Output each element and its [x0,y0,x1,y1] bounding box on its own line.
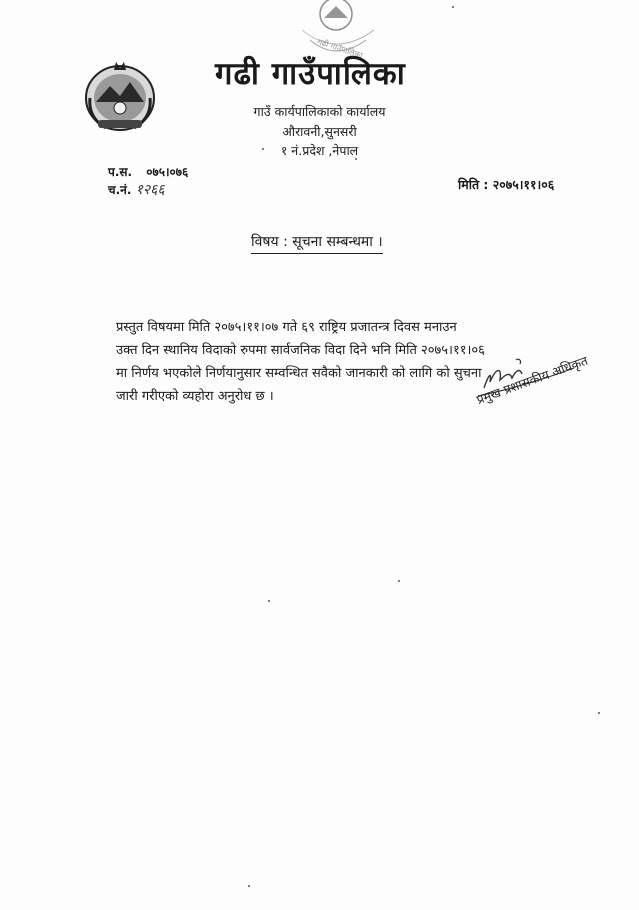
body-line: जारी गरीएको व्यहोरा अनुरोध छ । [116,389,274,404]
scan-speck [262,148,264,150]
scan-speck [598,712,600,714]
reference-cn [108,180,165,199]
office-address: औरावनी,सुनसरी [282,124,357,139]
svg-text:गढी गाउँपालिका: गढी गाउँपालिका [316,37,364,61]
scan-speck [398,580,400,582]
signatory-designation: प्रमुख प्रशासकीय अधिकृत [474,352,590,408]
page-title: गढी गाउँपालिका [215,56,406,92]
scan-speck [248,885,250,887]
cn-label: च.नं. [108,183,132,197]
office-province: १ नं.प्रदेश ,नेपाल [280,143,359,158]
ps-value: ०७५।०७६ [146,165,189,179]
office-name: गाउँ कार्यपालिकाको कार्यालय [253,104,386,119]
cn-value: १२६६ [135,182,165,198]
letter-subject: विषय : सूचना सम्बन्धमा । [251,232,383,254]
body-line: मा निर्णय भएकोले निर्णयानुसार सम्वन्धित सवैको जानकारी को लागि को सुचना [116,366,482,381]
date-value: २०७५।११।०६ [492,177,555,192]
scan-speck [268,600,270,602]
body-line: प्रस्तुत विषयमा मिति २०७५।११।०७ गते ६९ राष्ट्रिय प्रजातन्त्र दिवस मनाउन [116,320,457,335]
scan-speck [355,158,357,160]
reference-ps [108,163,188,180]
date-label: मिति : [458,177,489,192]
scan-speck [452,6,454,8]
ps-label: प.स. [108,165,133,179]
letter-date [458,176,554,193]
body-line: उक्त दिन स्थानिय विदाको रुपमा सार्वजनिक विदा दिने भनि मिति २०७५।११।०६ [116,343,485,358]
